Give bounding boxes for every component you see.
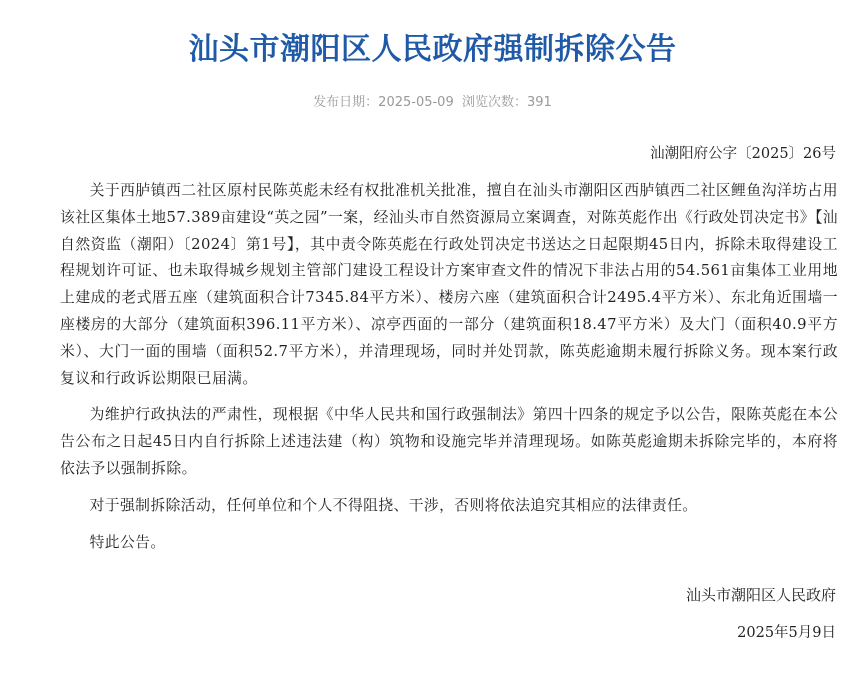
body-paragraph-2: 为维护行政执法的严肃性，现根据《中华人民共和国行政强制法》第四十四条的规定予以公告，限陈英彪在本公告公布之日起45日内自行拆除上述违法建（构）筑物和设施完毕并清理现场。如陈英彪逾期未拆除完毕的，本府将依法予以强制拆除。 xyxy=(60,406,838,477)
document-number: 汕潮阳府公字〔2025〕26号 xyxy=(650,146,836,162)
signature-date: 2025年5月9日 xyxy=(737,625,836,641)
body-paragraph-1: 关于西胪镇西二社区原村民陈英彪未经有权批准机关批准，擅自在汕头市潮阳区西胪镇西二社区鲤鱼沟洋坊占用该社区集体土地57.389亩建设“英之园”一案，经汕头市自然资源局立案调查，对陈英彪作出《行政处罚决定书》【汕自然资监（潮阳）〔2024〕第1号】，其中责令陈英彪在行政处罚决定书送达之日起限期45日内，拆除未取得建设工程规划许可证、也未取得城乡规划主管部门建设工程设计方案审查文件的情况下非法占用的54.561亩集体工业用地上建成的老式厝五座（建筑面积合计7345.84平方米）、楼房六座（建筑面积合计2495.4平方米）、东北角近围墙一座楼房的大部分（建筑面积396.11平方米）、凉亭西面的一部分（建筑面积18.47平方米）及大门（面积40.9平方米）、大门一面的围墙（面积52.7平方米），并清理现场，同时并处罚款，陈英彪逾期未履行拆除义务。现本案行政复议和行政诉讼期限已届满。 xyxy=(60,182,838,387)
page-title: 汕头市潮阳区人民政府强制拆除公告 xyxy=(188,32,677,67)
body-paragraph-3: 对于强制拆除活动，任何单位和个人不得阻挠、干涉，否则将依法追究其相应的法律责任。 xyxy=(89,496,698,514)
signature-organization: 汕头市潮阳区人民政府 xyxy=(685,586,836,604)
publish-date-label: 发布日期： xyxy=(313,95,379,110)
meta-spacer xyxy=(454,95,462,110)
publish-date: 2025-05-09 xyxy=(378,95,454,110)
body-paragraph-4: 特此公告。 xyxy=(89,533,166,551)
view-count: 391 xyxy=(527,95,552,110)
article-meta xyxy=(0,92,865,114)
notice-body xyxy=(60,178,838,566)
view-count-label: 浏览次数： xyxy=(462,95,528,110)
